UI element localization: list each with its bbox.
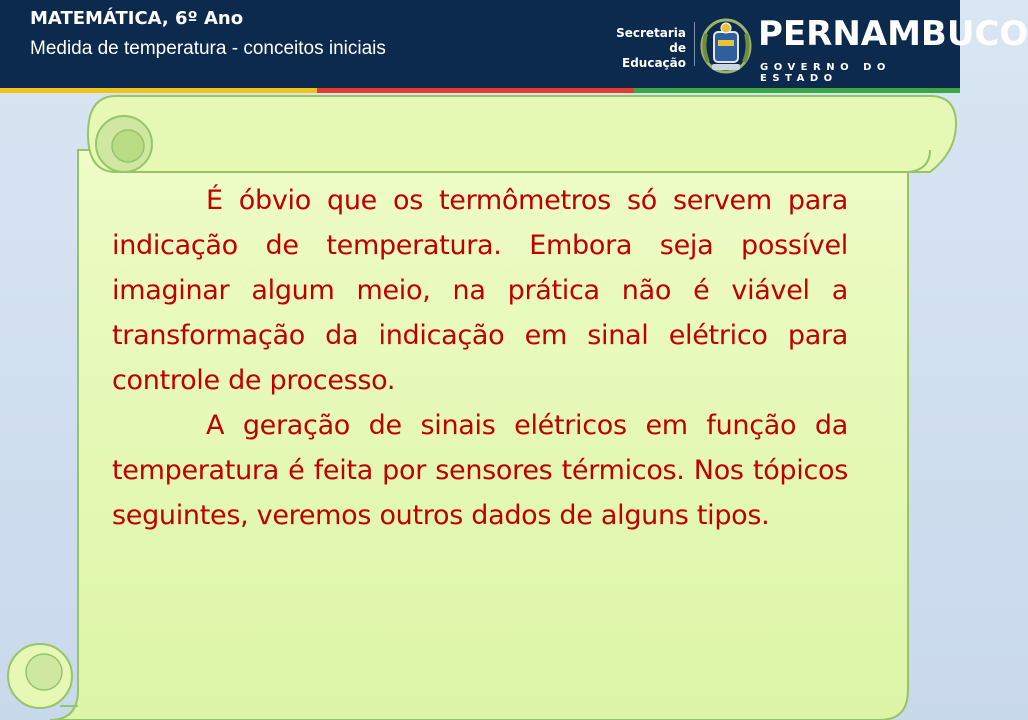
- secretaria-line-2: Educação: [622, 56, 686, 70]
- content-text: [112, 178, 848, 538]
- paragraph-1: É óbvio que os termômetros só servem para indicação de temperatura. Embora seja possível imaginar algum meio, na prática não é viável a transformação da indicação em sinal elétrico para controle de processo.: [112, 185, 848, 396]
- secretaria-line-1: Secretaria de: [616, 26, 686, 55]
- paragraph-2: A geração de sinais elétricos em função da temperatura é feita por sensores térmicos. Nos tópicos seguintes, veremos outros dados de alguns tipos.: [112, 410, 848, 531]
- state-name-logo: PERNAMBUCO: [758, 14, 1028, 54]
- state-subtitle-logo: GOVERNO DO ESTADO: [760, 62, 891, 84]
- topic-subtitle: Medida de temperatura - conceitos iniciais: [30, 38, 386, 59]
- scroll-top-roll: [88, 96, 956, 172]
- subject-title: MATEMÁTICA, 6º Ano: [30, 8, 244, 29]
